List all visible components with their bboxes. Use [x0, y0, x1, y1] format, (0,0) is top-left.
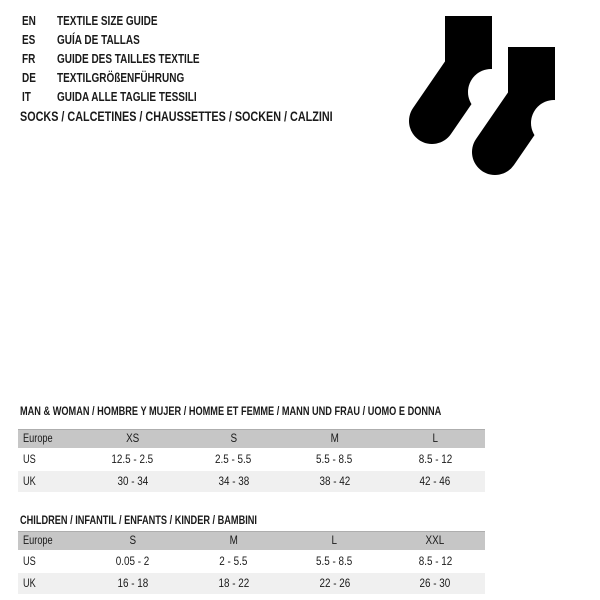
- size-cell: 22 - 26: [319, 577, 350, 590]
- size-table-man-woman: [18, 429, 485, 492]
- language-label: GUÍA DE TALLAS: [57, 32, 140, 47]
- table-row-uk: [18, 573, 485, 594]
- language-label: GUIDA ALLE TAGLIE TESSILI: [57, 89, 197, 104]
- language-row: [22, 49, 235, 68]
- language-row: [22, 68, 235, 87]
- size-cell: 8.5 - 12: [418, 453, 452, 466]
- socks-icon: [405, 8, 575, 188]
- row-label: UK: [23, 475, 36, 488]
- column-header-size: M: [229, 535, 238, 547]
- size-cell: 38 - 42: [319, 475, 350, 488]
- row-label: US: [23, 555, 36, 568]
- language-code: FR: [22, 51, 36, 66]
- size-table-children: [18, 531, 485, 594]
- column-header-size: XXL: [425, 535, 445, 547]
- size-cell: 42 - 46: [419, 475, 451, 488]
- category-heading: SOCKS / CALCETINES / CHAUSSETTES / SOCKEN / CALZINI: [20, 109, 333, 124]
- size-cell: 2 - 5.5: [219, 555, 248, 568]
- column-header-size: S: [129, 535, 136, 547]
- table-row-us: [18, 551, 485, 572]
- language-code: ES: [22, 32, 36, 47]
- size-cell: 5.5 - 8.5: [316, 555, 353, 568]
- language-label: TEXTILGRÖßENFÜHRUNG: [57, 70, 185, 85]
- row-label: US: [23, 453, 36, 466]
- row-label: UK: [23, 577, 36, 590]
- column-header-size: S: [230, 433, 237, 445]
- size-cell: 0.05 - 2: [115, 555, 150, 568]
- size-cell: 16 - 18: [117, 577, 148, 590]
- size-cell: 12.5 - 2.5: [111, 453, 154, 466]
- language-list: [22, 11, 235, 106]
- table-header-row: [18, 531, 485, 550]
- sock-front: [495, 41, 575, 152]
- column-header-size: L: [432, 433, 438, 445]
- language-code: EN: [22, 13, 36, 28]
- language-row: [22, 30, 235, 49]
- column-header-region: Europe: [23, 433, 53, 445]
- language-code: DE: [22, 70, 36, 85]
- column-header-size: M: [330, 433, 339, 445]
- language-row: [22, 11, 235, 30]
- table-row-us: [18, 449, 485, 470]
- column-header-size: L: [331, 535, 338, 547]
- size-cell: 30 - 34: [117, 475, 148, 488]
- size-cell: 8.5 - 12: [418, 555, 452, 568]
- table-row-uk: [18, 471, 485, 492]
- column-header-region: Europe: [23, 535, 53, 547]
- language-row: [22, 87, 235, 106]
- table-title-man-woman: MAN & WOMAN / HOMBRE Y MUJER / HOMME ET FEMME / MANN UND FRAU / UOMO E DONNA: [20, 406, 442, 418]
- size-cell: 2.5 - 5.5: [215, 453, 252, 466]
- language-label: GUIDE DES TAILLES TEXTILE: [57, 51, 200, 66]
- language-label: TEXTILE SIZE GUIDE: [57, 13, 158, 28]
- size-cell: 34 - 38: [218, 475, 249, 488]
- size-cell: 5.5 - 8.5: [316, 453, 353, 466]
- language-code: IT: [22, 89, 31, 104]
- table-header-row: [18, 429, 485, 448]
- size-cell: 26 - 30: [419, 577, 451, 590]
- column-header-size: XS: [125, 433, 140, 445]
- table-title-children: CHILDREN / INFANTIL / ENFANTS / KINDER / BAMBINI: [20, 515, 257, 527]
- size-cell: 18 - 22: [218, 577, 249, 590]
